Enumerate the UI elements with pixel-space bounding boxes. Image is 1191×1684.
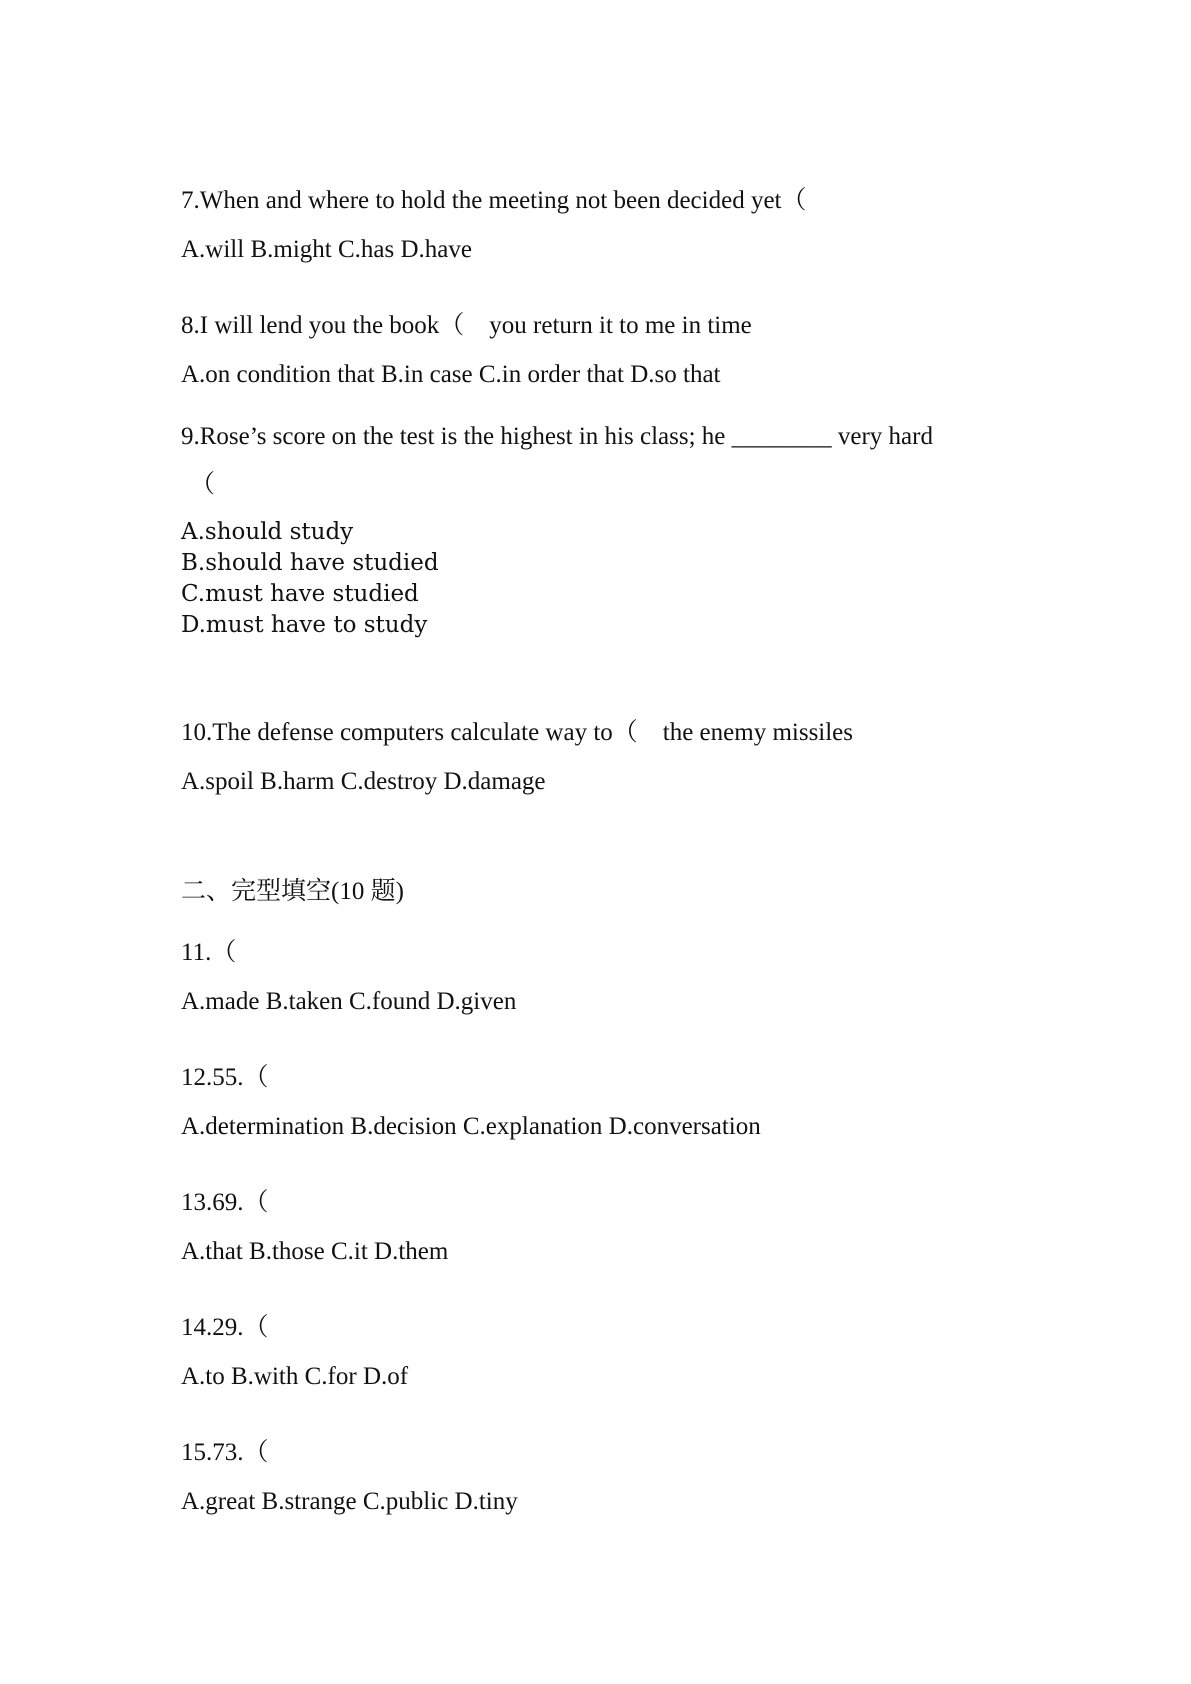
question-12-options: A.determination B.decision C.explanation D.conversation	[181, 1113, 761, 1140]
question-8-stem: 8.I will lend you the book（ you return it to me in time	[181, 312, 752, 339]
question-14-stem: 14.29.（	[181, 1314, 269, 1341]
question-10-options: A.spoil B.harm C.destroy D.damage	[181, 768, 546, 795]
question-7-stem: 7.When and where to hold the meeting not been decided yet（	[181, 187, 807, 214]
question-10-stem: 10.The defense computers calculate way to（ the enemy missiles	[181, 719, 854, 746]
question-11-options: A.made B.taken C.found D.given	[181, 988, 517, 1015]
question-11-stem: 11.（	[181, 939, 237, 966]
question-9-stem: 9.Rose’s score on the test is the highest in his class; he ________ very hard	[181, 423, 933, 450]
question-9-option-d: D.must have to study	[181, 612, 428, 638]
question-15-stem: 15.73.（	[181, 1439, 269, 1466]
question-9-option-c: C.must have studied	[181, 581, 419, 607]
question-13-options: A.that B.those C.it D.them	[181, 1238, 449, 1265]
question-12-stem: 12.55.（	[181, 1064, 269, 1091]
question-15-options: A.great B.strange C.public D.tiny	[181, 1488, 518, 1515]
question-9-option-b: B.should have studied	[181, 550, 439, 576]
question-14-options: A.to B.with C.for D.of	[181, 1363, 409, 1390]
question-9-option-a: A.should study	[181, 519, 354, 545]
question-13-stem: 13.69.（	[181, 1189, 269, 1216]
question-7-options: A.will B.might C.has D.have	[181, 236, 472, 263]
section-2-title: 二、完型填空(10 题)	[181, 878, 404, 905]
question-9-stem-continuation: （	[190, 471, 216, 498]
question-8-options: A.on condition that B.in case C.in order that D.so that	[181, 361, 721, 388]
